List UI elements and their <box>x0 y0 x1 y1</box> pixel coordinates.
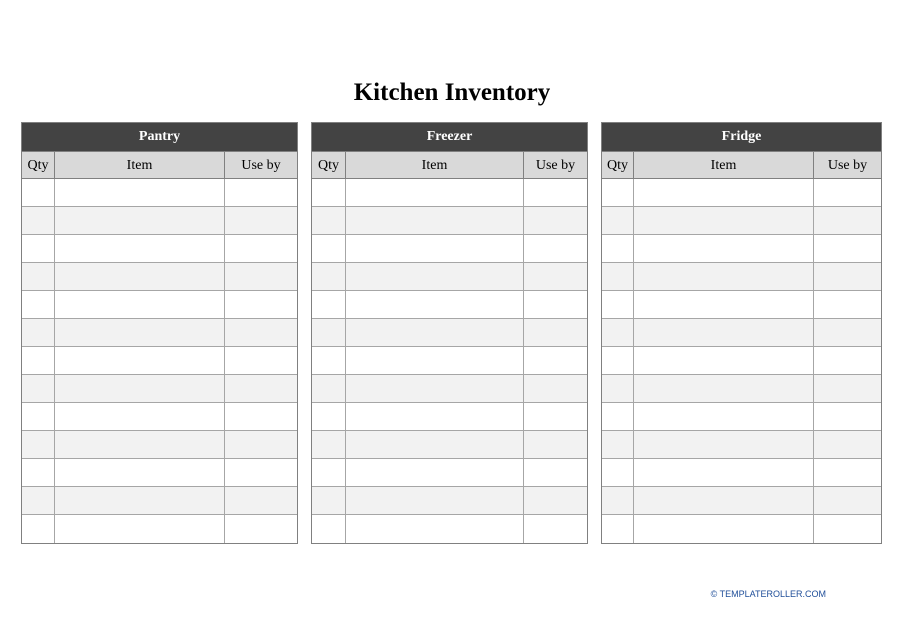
table-row <box>602 487 881 515</box>
use-by-cell[interactable] <box>524 207 587 234</box>
qty-cell[interactable] <box>602 403 634 430</box>
qty-cell[interactable] <box>602 515 634 543</box>
section-header-fridge: Fridge <box>602 123 881 151</box>
use-by-cell[interactable] <box>814 375 881 402</box>
qty-cell[interactable] <box>312 319 346 346</box>
item-cell[interactable] <box>346 459 524 486</box>
item-cell[interactable] <box>55 487 225 514</box>
item-cell[interactable] <box>55 347 225 374</box>
table-row <box>312 403 587 431</box>
item-cell[interactable] <box>634 319 814 346</box>
table-row <box>312 319 587 347</box>
fridge-table <box>601 122 882 544</box>
use-by-cell[interactable] <box>225 431 297 458</box>
use-by-cell[interactable] <box>814 235 881 262</box>
column-header-item: Item <box>346 152 524 178</box>
table-row <box>312 207 587 235</box>
section-header-freezer: Freezer <box>312 123 587 151</box>
qty-cell[interactable] <box>22 263 55 290</box>
item-cell[interactable] <box>346 291 524 318</box>
qty-cell[interactable] <box>312 347 346 374</box>
qty-cell[interactable] <box>312 515 346 543</box>
qty-cell[interactable] <box>602 291 634 318</box>
table-row <box>312 375 587 403</box>
item-cell[interactable] <box>346 347 524 374</box>
table-row <box>602 431 881 459</box>
use-by-cell[interactable] <box>225 179 297 206</box>
item-cell[interactable] <box>55 459 225 486</box>
column-header-item: Item <box>55 152 225 178</box>
table-row <box>22 375 297 403</box>
table-row <box>312 431 587 459</box>
item-cell[interactable] <box>55 291 225 318</box>
qty-cell[interactable] <box>312 459 346 486</box>
pantry-table <box>21 122 298 544</box>
use-by-cell[interactable] <box>225 319 297 346</box>
qty-cell[interactable] <box>602 431 634 458</box>
use-by-cell[interactable] <box>524 515 587 543</box>
use-by-cell[interactable] <box>524 431 587 458</box>
item-cell[interactable] <box>346 403 524 430</box>
qty-cell[interactable] <box>312 403 346 430</box>
use-by-cell[interactable] <box>225 263 297 290</box>
item-cell[interactable] <box>346 487 524 514</box>
use-by-cell[interactable] <box>225 235 297 262</box>
use-by-cell[interactable] <box>814 207 881 234</box>
item-cell[interactable] <box>634 347 814 374</box>
table-row <box>602 403 881 431</box>
qty-cell[interactable] <box>312 431 346 458</box>
qty-cell[interactable] <box>22 459 55 486</box>
table-row <box>602 459 881 487</box>
page-title: Kitchen Inventory <box>353 79 551 106</box>
table-row <box>22 487 297 515</box>
use-by-cell[interactable] <box>814 347 881 374</box>
item-cell[interactable] <box>55 403 225 430</box>
use-by-cell[interactable] <box>225 291 297 318</box>
item-cell[interactable] <box>634 515 814 543</box>
use-by-cell[interactable] <box>225 515 297 543</box>
use-by-cell[interactable] <box>524 263 587 290</box>
item-cell[interactable] <box>634 207 814 234</box>
use-by-cell[interactable] <box>524 347 587 374</box>
qty-cell[interactable] <box>22 403 55 430</box>
qty-cell[interactable] <box>602 235 634 262</box>
item-cell[interactable] <box>55 179 225 206</box>
use-by-cell[interactable] <box>524 179 587 206</box>
item-cell[interactable] <box>55 431 225 458</box>
table-row <box>312 487 587 515</box>
item-cell[interactable] <box>55 207 225 234</box>
table-row <box>22 179 297 207</box>
use-by-cell[interactable] <box>225 487 297 514</box>
use-by-cell[interactable] <box>814 179 881 206</box>
use-by-cell[interactable] <box>814 403 881 430</box>
qty-cell[interactable] <box>312 375 346 402</box>
use-by-cell[interactable] <box>814 291 881 318</box>
table-row <box>22 515 297 543</box>
table-row <box>312 459 587 487</box>
table-row <box>602 319 881 347</box>
item-cell[interactable] <box>55 235 225 262</box>
qty-cell[interactable] <box>312 487 346 514</box>
table-row <box>602 179 881 207</box>
column-headers <box>312 151 587 179</box>
qty-cell[interactable] <box>602 263 634 290</box>
qty-cell[interactable] <box>22 347 55 374</box>
table-row <box>602 291 881 319</box>
column-header-qty: Qty <box>602 152 634 178</box>
item-cell[interactable] <box>346 207 524 234</box>
qty-cell[interactable] <box>22 375 55 402</box>
table-row <box>22 291 297 319</box>
item-cell[interactable] <box>346 515 524 543</box>
table-row <box>312 347 587 375</box>
table-row <box>602 515 881 543</box>
table-row <box>22 347 297 375</box>
section-header-pantry: Pantry <box>22 123 297 151</box>
qty-cell[interactable] <box>602 487 634 514</box>
use-by-cell[interactable] <box>814 263 881 290</box>
column-header-qty: Qty <box>312 152 346 178</box>
item-cell[interactable] <box>346 179 524 206</box>
use-by-cell[interactable] <box>225 459 297 486</box>
qty-cell[interactable] <box>22 431 55 458</box>
use-by-cell[interactable] <box>225 375 297 402</box>
column-header-use-by: Use by <box>535 158 576 173</box>
qty-cell[interactable] <box>312 291 346 318</box>
table-row <box>602 375 881 403</box>
item-cell[interactable] <box>634 263 814 290</box>
item-cell[interactable] <box>634 403 814 430</box>
table-body <box>312 179 587 543</box>
table-row <box>602 235 881 263</box>
qty-cell[interactable] <box>22 207 55 234</box>
table-row <box>22 319 297 347</box>
item-cell[interactable] <box>346 319 524 346</box>
item-cell[interactable] <box>634 291 814 318</box>
column-headers <box>602 151 881 179</box>
qty-cell[interactable] <box>602 207 634 234</box>
table-row <box>22 263 297 291</box>
column-header-use-by: Use by <box>241 158 281 173</box>
use-by-cell[interactable] <box>225 403 297 430</box>
item-cell[interactable] <box>634 235 814 262</box>
footer-credit: © TEMPLATEROLLER.COM <box>710 589 826 599</box>
use-by-cell[interactable] <box>814 431 881 458</box>
item-cell[interactable] <box>634 375 814 402</box>
table-row <box>22 459 297 487</box>
qty-cell[interactable] <box>602 375 634 402</box>
qty-cell[interactable] <box>22 515 55 543</box>
use-by-cell[interactable] <box>524 487 587 514</box>
item-cell[interactable] <box>55 515 225 543</box>
qty-cell[interactable] <box>602 459 634 486</box>
table-row <box>22 235 297 263</box>
table-row <box>602 263 881 291</box>
table-row <box>602 347 881 375</box>
qty-cell[interactable] <box>22 291 55 318</box>
item-cell[interactable] <box>55 319 225 346</box>
item-cell[interactable] <box>55 375 225 402</box>
qty-cell[interactable] <box>312 263 346 290</box>
item-cell[interactable] <box>55 263 225 290</box>
column-header-use-by: Use by <box>827 158 868 173</box>
use-by-cell[interactable] <box>814 487 881 514</box>
qty-cell[interactable] <box>602 347 634 374</box>
qty-cell[interactable] <box>22 235 55 262</box>
use-by-cell[interactable] <box>225 347 297 374</box>
use-by-cell[interactable] <box>524 403 587 430</box>
column-headers <box>22 151 297 179</box>
table-row <box>312 235 587 263</box>
item-cell[interactable] <box>634 179 814 206</box>
use-by-cell[interactable] <box>524 319 587 346</box>
use-by-cell[interactable] <box>524 459 587 486</box>
item-cell[interactable] <box>634 459 814 486</box>
qty-cell[interactable] <box>312 179 346 206</box>
table-row <box>602 207 881 235</box>
table-body <box>602 179 881 543</box>
item-cell[interactable] <box>346 263 524 290</box>
qty-cell[interactable] <box>22 179 55 206</box>
table-row <box>22 431 297 459</box>
item-cell[interactable] <box>634 431 814 458</box>
use-by-cell[interactable] <box>524 235 587 262</box>
use-by-cell[interactable] <box>524 291 587 318</box>
item-cell[interactable] <box>346 235 524 262</box>
table-row <box>22 403 297 431</box>
column-header-item: Item <box>634 152 814 178</box>
item-cell[interactable] <box>634 487 814 514</box>
use-by-cell[interactable] <box>814 459 881 486</box>
use-by-cell[interactable] <box>524 375 587 402</box>
use-by-cell[interactable] <box>225 207 297 234</box>
table-row <box>312 263 587 291</box>
use-by-cell[interactable] <box>814 319 881 346</box>
qty-cell[interactable] <box>602 319 634 346</box>
column-header-qty: Qty <box>22 152 55 178</box>
qty-cell[interactable] <box>312 235 346 262</box>
qty-cell[interactable] <box>22 487 55 514</box>
table-row <box>312 291 587 319</box>
qty-cell[interactable] <box>22 319 55 346</box>
table-row <box>312 179 587 207</box>
use-by-cell[interactable] <box>814 515 881 543</box>
item-cell[interactable] <box>346 431 524 458</box>
table-row <box>22 207 297 235</box>
qty-cell[interactable] <box>602 179 634 206</box>
table-row <box>312 515 587 543</box>
table-body <box>22 179 297 543</box>
freezer-table <box>311 122 588 544</box>
item-cell[interactable] <box>346 375 524 402</box>
qty-cell[interactable] <box>312 207 346 234</box>
